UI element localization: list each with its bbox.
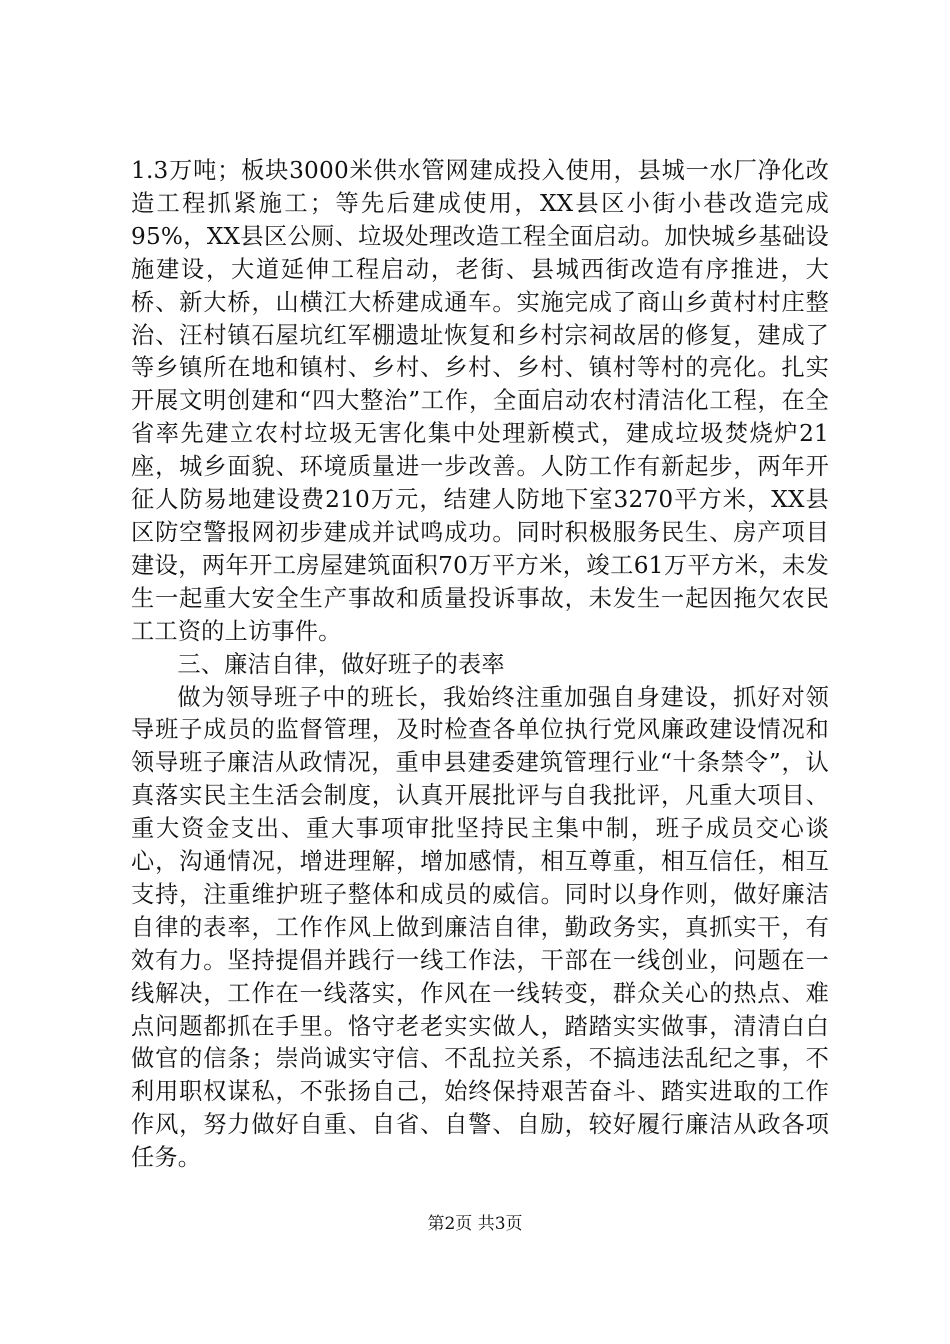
- page-number-indicator: 第2页 共3页: [427, 1214, 523, 1234]
- document-body: [131, 155, 829, 1175]
- body-paragraph-continued: 1.3万吨；板块3000米供水管网建成投入使用，县城一水厂净化改造工程抓紧施工；等先后建成使用，XX县区小街小巷改造完成95%，XX县区公厕、垃圾处理改造工程全面启动。加快城乡基础设施建设，大道延伸工程启动，老街、县城西街改造有序推进，大桥、新大桥，山横江大桥建成通车。实施完成了商山乡黄村村庄整治、汪村镇石屋坑红军棚遗址恢复和乡村宗祠故居的修复，建成了等乡镇所在地和镇村、乡村、乡村、乡村、镇村等村的亮化。扎实开展文明创建和“四大整治”工作，全面启动农村清洁化工程，在全省率先建立农村垃圾无害化集中处理新模式，建成垃圾焚烧炉21座，城乡面貌、环境质量进一步改善。人防工作有新起步，两年开征人防易地建设费210万元，结建人防地下室3270平方米，XX县区防空警报网初步建成并试鸣成功。同时积极服务民生、房产项目建设，两年开工房屋建筑面积70万平方米，竣工61万平方米，未发生一起重大安全生产事故和质量投诉事故，未发生一起因拖欠农民工工资的上访事件。: [131, 157, 829, 645]
- page-footer: [0, 1212, 950, 1236]
- body-paragraph: 做为领导班子中的班长，我始终注重加强自身建设，抓好对领导班子成员的监督管理，及时检查各单位执行党风廉政建设情况和领导班子廉洁从政情况，重申县建委建筑管理行业“十条禁令”，认真落实民主生活会制度，认真开展批评与自我批评，凡重大项目、重大资金支出、重大事项审批坚持民主集中制，班子成员交心谈心，沟通情况，增进理解，增加感情，相互尊重，相互信任，相互支持，注重维护班子整体和成员的威信。同时以身作则，做好廉洁自律的表率，工作作风上做到廉洁自律，勤政务实，真抓实干，有效有力。坚持提倡并践行一线工作法，干部在一线创业，问题在一线解决，工作在一线落实，作风在一线转变，群众关心的热点、难点问题都抓在手里。恪守老老实实做人，踏踏实实做事，清清白白做官的信条；崇尚诚实守信、不乱拉关系，不搞违法乱纪之事，不利用职权谋私，不张扬自己，始终保持艰苦奋斗、踏实进取的工作作风，努力做好自重、自省、自警、自励，较好履行廉洁从政各项任务。: [131, 683, 829, 1172]
- section-heading: 三、廉洁自律，做好班子的表率: [177, 650, 505, 678]
